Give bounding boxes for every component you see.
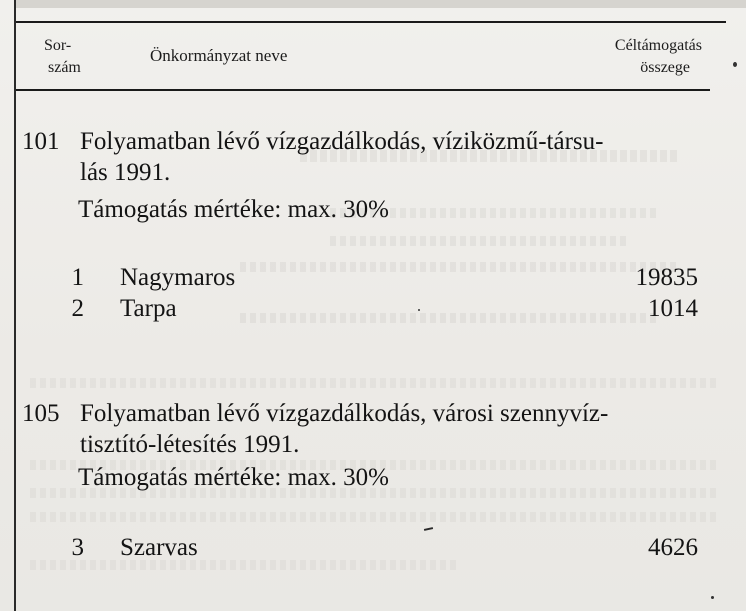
scan-speck [418,309,420,311]
bleed-through-text [240,262,680,272]
row-amount: 1014 [648,295,698,322]
support-rate: Támogatás mértéke: max. 30% [78,464,389,491]
stray-mark [424,527,433,531]
section-title-line2: lás 1991. [80,159,171,186]
column-header-sorszam-line1: Sor- [44,37,72,54]
column-header-onkormanyzat: Önkormányzat neve [150,46,288,65]
header-bottom-rule [16,89,710,91]
support-rate: Támogatás mértéke: max. 30% [78,196,389,223]
row-index: 2 [71,295,84,322]
section-number: 105 [22,400,60,427]
bleed-through-text [240,313,660,323]
section-number: 101 [22,128,60,155]
row-name: Tarpa [120,295,177,322]
table-top-rule [16,21,726,23]
section-title-line1: Folyamatban lévő vízgazdálkodás, városi szennyvíz- [80,400,609,427]
column-header-celtamogatas-line1: Céltámogatás [614,37,702,54]
row-amount: 19835 [635,264,698,291]
bleed-through-text [30,512,720,522]
row-amount: 4626 [648,534,698,561]
row-name: Nagymaros [120,264,236,291]
column-header-celtamogatas-line2: összege [640,59,690,76]
bleed-through-text [30,378,720,388]
bleed-through-text [330,236,630,246]
section-title-line2: tisztító-létesítés 1991. [80,431,300,458]
bleed-through-text [30,560,460,570]
row-index: 1 [71,264,84,291]
column-header-sorszam [44,36,104,78]
row-index: 3 [71,534,84,561]
top-edge-shadow [14,0,746,8]
column-header-celtamogatas [502,36,702,78]
scan-speck [711,596,714,599]
column-header-sorszam-line2: szám [48,59,81,76]
scan-speck [733,62,737,67]
left-margin-rule [14,0,16,611]
row-name: Szarvas [120,534,198,561]
section-title-line1: Folyamatban lévő vízgazdálkodás, víziközmű-társu- [80,128,604,155]
